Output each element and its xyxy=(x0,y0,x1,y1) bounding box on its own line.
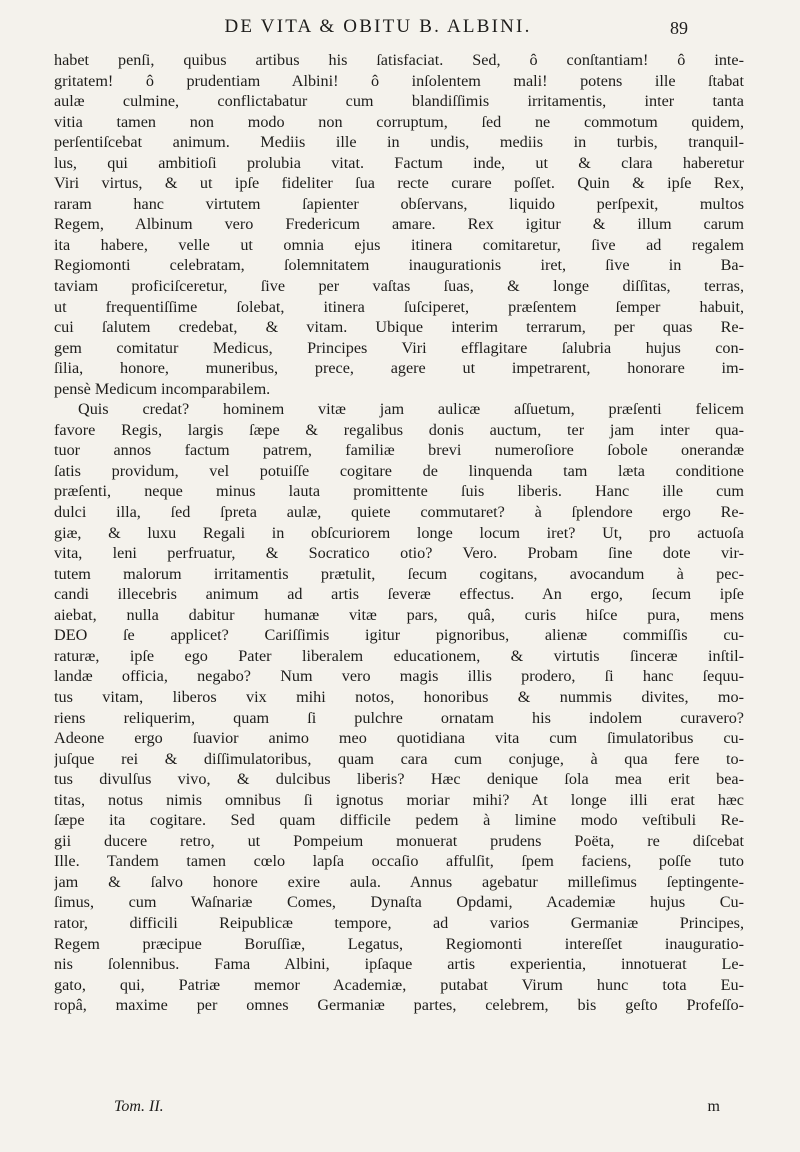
text-line: tutem malorum irritamentis prætulit, ſecum cogitans, avocandum à pec- xyxy=(54,564,744,583)
text-line: Regiomonti celebratam, ſolemnitatem inaugurationis iret, ſive in Ba- xyxy=(54,256,744,275)
page-footer xyxy=(54,1098,744,1122)
text-line: favore Regis, largis ſæpe & regalibus donis auctum, ter jam inter qua- xyxy=(54,420,744,439)
catchword: m xyxy=(707,1098,720,1115)
text-line: aulæ culmine, conflictabatur cum blandiſſimis irritamentis, inter tanta xyxy=(54,92,744,111)
page-number: 89 xyxy=(670,18,688,38)
body-text xyxy=(54,50,744,1100)
text-line: taviam proficiſceretur, ſive per vaſtas ſuas, & longe diſſitas, terras, xyxy=(54,277,744,296)
text-line: giæ, & luxu Regali in obſcuriorem longe locum iret? Ut, pro actuoſa xyxy=(54,523,744,542)
text-line: tus vitam, liberos vix mihi notos, honoribus & nummis divites, mo- xyxy=(54,687,744,706)
text-line: Ille. Tandem tamen cœlo lapſa occaſio affulſit, ſpem faciens, poſſe tuto xyxy=(54,852,744,871)
text-line: raram hanc virtutem ſapienter obſervans, liquido perſpexit, multos xyxy=(54,194,744,213)
text-line: rator, difficili Reipublicæ tempore, ad varios Germaniæ Principes, xyxy=(54,913,744,932)
text-line: lus, qui ambitioſi prolubia vitat. Factum inde, ut & clara haberetur xyxy=(54,153,744,172)
text-line: jam & ſalvo honore exire aula. Annus agebatur milleſimus ſeptingente- xyxy=(54,872,744,891)
text-line: ſimus, cum Waſnariæ Comes, Dynaſta Opdami, Academiæ hujus Cu- xyxy=(54,893,744,912)
text-line: Adeone ergo ſuavior animo meo quotidiana vita cum ſimulatoribus cu- xyxy=(54,729,744,748)
text-line: vita, leni perfruatur, & Socratico otio? Vero. Probam ſine dote vir- xyxy=(54,544,744,563)
text-line: cui ſalutem credebat, & vitam. Ubique interim terrarum, per quas Re- xyxy=(54,318,744,337)
volume-signature: Tom. II. xyxy=(114,1098,164,1115)
text-line: pensè Medicum incomparabilem. xyxy=(54,379,271,398)
text-line: gritatem! ô prudentiam Albini! ô inſolentem mali! potens ille ſtabat xyxy=(54,71,744,90)
text-line: habet penſi, quibus artibus his ſatisfaciat. Sed, ô conſtantiam! ô inte- xyxy=(54,51,744,69)
text-line: gem comitatur Medicus, Principes Viri efflagitare ſalubria hujus con- xyxy=(54,338,744,357)
text-line: candi illecebris animum ad artis ſeveræ effectus. An ergo, ſecum ipſe xyxy=(54,585,744,604)
text-line: ſæpe ita cogitare. Sed quam difficile pedem à limine modo veſtibuli Re- xyxy=(54,811,744,830)
text-line: ropâ, maxime per omnes Germaniæ partes, celebrem, bis geſto Profeſſo- xyxy=(54,996,744,1015)
text-line: tus divulſus vivo, & dulcibus liberis? Hæc denique ſola mea erit bea- xyxy=(54,770,744,789)
text-line: titas, notus nimis omnibus ſi ignotus moriar mihi? At longe illi erat hæc xyxy=(54,790,744,809)
text-line: Quis credat? hominem vitæ jam aulicæ aſſuetum, præſenti felicem xyxy=(78,400,744,419)
text-line: DEO ſe applicet? Cariſſimis igitur pignoribus, alienæ commiſſis cu- xyxy=(54,626,744,645)
text-line: vitia tamen non modo non corruptum, ſed ne commotum quidem, xyxy=(54,112,744,131)
text-line: raturæ, ipſe ego Pater liberalem educationem, & virtutis ſinceræ inſtil- xyxy=(54,646,744,665)
text-line: ita habere, velle ut omnia ejus itinera comitaretur, ſive ad regalem xyxy=(54,235,744,254)
text-line: Regem præcipue Boruſſiæ, Legatus, Regiomonti intereſſet inauguratio- xyxy=(54,934,744,953)
text-line: præſenti, neque minus lauta promittente ſuis liberis. Hanc ille cum xyxy=(54,482,744,501)
text-line: juſque rei & diſſimulatoribus, quam cara cum conjuge, à qua fere to- xyxy=(54,749,744,768)
text-line: gato, qui, Patriæ memor Academiæ, putabat Virum hunc tota Eu- xyxy=(54,975,744,994)
text-line: dulci illa, ſed ſpreta aulæ, quiete commutaret? à ſplendore ergo Re- xyxy=(54,503,744,522)
text-line: perſentiſcebat animum. Mediis ille in undis, mediis in turbis, tranquil- xyxy=(54,133,744,152)
text-line: riens reliquerim, quam ſi pulchre ornatam his indolem curavero? xyxy=(54,708,744,727)
text-line: landæ officia, negabo? Num vero magis illis prodero, ſi hanc ſequu- xyxy=(54,667,744,686)
text-line: tuor annos factum patrem, familiæ brevi numeroſiore ſobole onerandæ xyxy=(54,441,744,460)
text-line: Viri virtus, & ut ipſe fideliter ſua recte curare poſſet. Quin & ipſe Rex, xyxy=(54,174,744,193)
text-line: Regem, Albinum vero Fredericum amare. Rex igitur & illum carum xyxy=(54,215,744,234)
page-header xyxy=(118,16,688,46)
text-line: ſatis providum, vel potuiſſe cogitare de linquenda tam læta conditione xyxy=(54,461,744,480)
text-line: nis ſolennibus. Fama Albini, ipſaque artis experientia, innotuerat Le- xyxy=(54,955,744,974)
text-line: ut frequentiſſime ſolebat, itinera ſuſciperet, præſentem ſemper habuit, xyxy=(54,297,744,316)
text-line: gii ducere retro, ut Pompeium monuerat prudens Poëta, re diſcebat xyxy=(54,831,744,850)
text-line: ſilia, honore, muneribus, prece, agere ut impetrarent, honorare im- xyxy=(54,359,744,378)
text-line: aiebat, nulla dabitur humanæ vitæ pars, quâ, curis hiſce pura, mens xyxy=(54,605,744,624)
running-head: DE VITA & OBITU B. ALBINI. xyxy=(224,16,532,37)
